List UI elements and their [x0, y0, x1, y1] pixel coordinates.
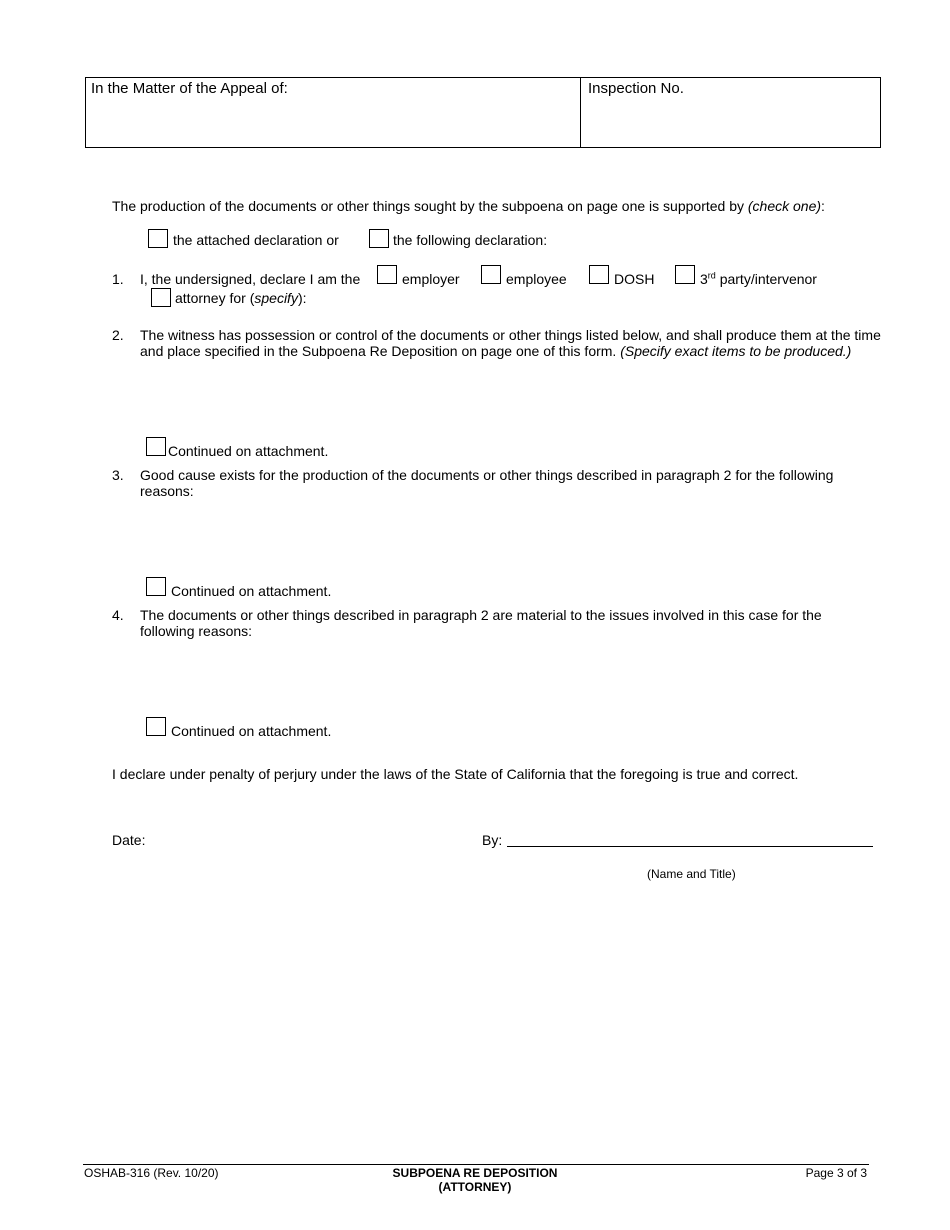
item-3-continued-checkbox[interactable]	[146, 577, 166, 596]
item-1-lead: I, the undersigned, declare I am the	[140, 271, 361, 287]
perjury-declaration: I declare under penalty of perjury under the laws of the State of California that the foregoing is true and correct.	[112, 766, 799, 782]
attorney-label	[175, 290, 307, 306]
item-4-number: 4.	[112, 607, 124, 623]
appeal-label: In the Matter of the Appeal of:	[91, 80, 288, 97]
item-2-line-2-text: and place specified in the Subpoena Re Deposition on page one of this form.	[140, 343, 621, 359]
by-label: By:	[482, 832, 503, 848]
item-2-number: 2.	[112, 327, 124, 343]
item-4-line-1: The documents or other things described in paragraph 2 are material to the issues involved in this case for the	[140, 607, 822, 623]
name-title-caption: (Name and Title)	[647, 867, 736, 881]
footer-title-line-1: SUBPOENA RE DEPOSITION	[392, 1166, 558, 1180]
third-party-suffix: rd	[707, 270, 716, 281]
page-number: Page 3 of 3	[805, 1166, 867, 1180]
third-party-checkbox[interactable]	[675, 265, 695, 284]
attached-declaration-checkbox[interactable]	[148, 229, 168, 248]
case-header-table	[85, 77, 881, 148]
intro-check-one: (check one)	[747, 198, 822, 214]
item-1-number: 1.	[112, 271, 124, 287]
item-2-continued-checkbox[interactable]	[146, 437, 166, 456]
attorney-pre: attorney for (	[175, 290, 255, 306]
following-declaration-checkbox[interactable]	[369, 229, 389, 248]
header-divider	[580, 78, 581, 147]
attorney-checkbox[interactable]	[151, 288, 171, 307]
employer-checkbox[interactable]	[377, 265, 397, 284]
date-label: Date:	[112, 832, 146, 848]
intro-text	[112, 198, 825, 214]
employer-label: employer	[402, 271, 460, 287]
item-4-continued-label: Continued on attachment.	[171, 723, 332, 739]
intro-colon: :	[821, 198, 825, 214]
item-3-line-2: reasons:	[140, 483, 194, 499]
item-2-specify-note: (Specify exact items to be produced.)	[620, 343, 852, 359]
form-id: OSHAB-316 (Rev. 10/20)	[84, 1166, 219, 1180]
item-4-continued-checkbox[interactable]	[146, 717, 166, 736]
intro-main: The production of the documents or other things sought by the subpoena on page one is supported by	[112, 198, 748, 214]
employee-label: employee	[506, 271, 567, 287]
item-3-line-1: Good cause exists for the production of the documents or other things described in paragraph 2 for the following	[140, 467, 834, 483]
item-2-line-1: The witness has possession or control of the documents or other things listed below, and shall produce them at the time	[140, 327, 881, 343]
footer-title-line-2: (ATTORNEY)	[438, 1180, 512, 1194]
signature-line[interactable]	[507, 846, 873, 847]
dosh-label: DOSH	[614, 271, 655, 287]
third-party-text: party/intervenor	[715, 271, 817, 287]
following-declaration-label: the following declaration:	[393, 232, 548, 248]
item-2-continued-label: Continued on attachment.	[168, 443, 329, 459]
item-4-line-2: following reasons:	[140, 623, 253, 639]
employee-checkbox[interactable]	[481, 265, 501, 284]
footer-rule	[83, 1164, 869, 1165]
attached-declaration-label: the attached declaration or	[173, 232, 339, 248]
third-party-number: 3	[700, 271, 708, 287]
attorney-specify: specify	[254, 290, 298, 306]
inspection-label: Inspection No.	[588, 80, 684, 97]
dosh-checkbox[interactable]	[589, 265, 609, 284]
third-party-label	[700, 271, 817, 287]
item-3-number: 3.	[112, 467, 124, 483]
attorney-post: ):	[297, 290, 307, 306]
item-2-line-2	[140, 343, 851, 359]
item-3-continued-label: Continued on attachment.	[171, 583, 332, 599]
